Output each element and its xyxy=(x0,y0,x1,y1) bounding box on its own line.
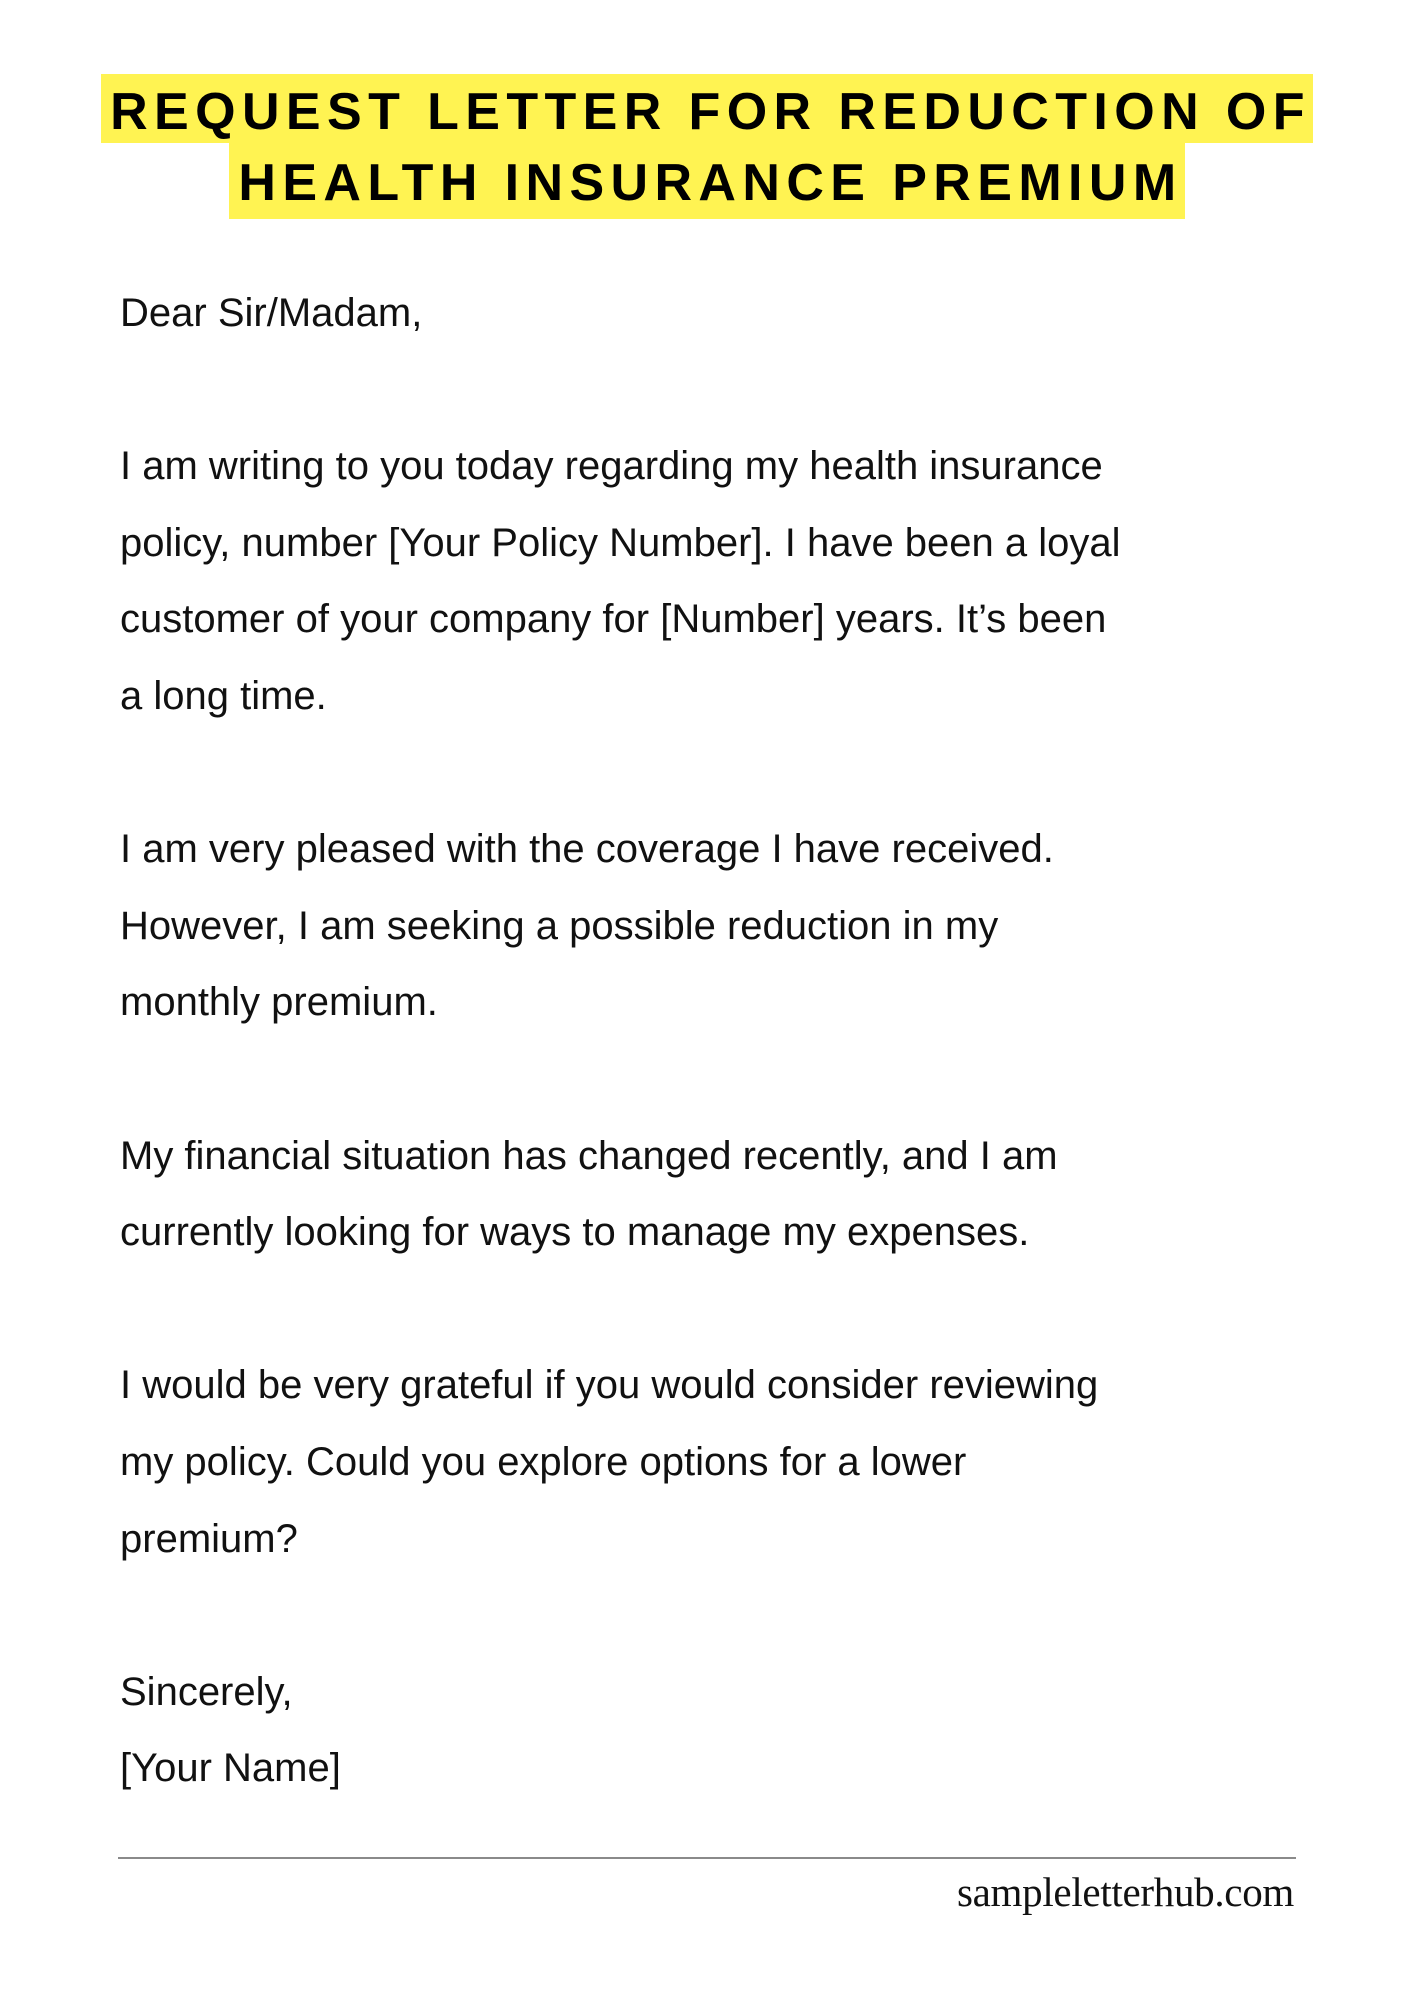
paragraph-1 xyxy=(120,428,1360,734)
closing-text: Sincerely, xyxy=(120,1669,293,1714)
page-title xyxy=(0,74,1414,219)
paragraph-line: I am very pleased with the coverage I have received. xyxy=(120,827,1054,872)
closing-block xyxy=(120,1654,1360,1807)
title-line-1: REQUEST LETTER FOR REDUCTION OF xyxy=(101,74,1313,143)
paragraph-line: customer of your company for [Number] years. It’s been xyxy=(120,597,1107,642)
paragraph-line: monthly premium. xyxy=(120,980,438,1025)
signature-placeholder: [Your Name] xyxy=(120,1746,341,1791)
footer-site-name: sampleletterhub.com xyxy=(957,1869,1294,1915)
footer-divider xyxy=(118,1857,1296,1859)
salutation-text: Dear Sir/Madam, xyxy=(120,291,423,335)
letter-body xyxy=(120,275,1360,1807)
paragraph-line: My financial situation has changed recently, and I am xyxy=(120,1133,1058,1178)
paragraph-3 xyxy=(120,1118,1360,1271)
paragraph-line: premium? xyxy=(120,1516,298,1561)
paragraph-line: I am writing to you today regarding my health insurance xyxy=(120,444,1103,489)
title-row-1 xyxy=(0,74,1414,143)
title-line-2: HEALTH INSURANCE PREMIUM xyxy=(229,143,1184,219)
paragraph-line: policy, number [Your Policy Number]. I have been a loyal xyxy=(120,520,1121,565)
title-row-2 xyxy=(0,143,1414,219)
paragraph-line: my policy. Could you explore options for a lower xyxy=(120,1439,967,1484)
paragraph-2 xyxy=(120,811,1360,1041)
paragraph-line: a long time. xyxy=(120,673,327,718)
paragraph-line: currently looking for ways to manage my expenses. xyxy=(120,1210,1030,1255)
paragraph-4 xyxy=(120,1347,1360,1577)
salutation xyxy=(120,275,1360,352)
paragraph-line: However, I am seeking a possible reduction in my xyxy=(120,903,999,948)
paragraph-line: I would be very grateful if you would consider reviewing xyxy=(120,1363,1099,1408)
